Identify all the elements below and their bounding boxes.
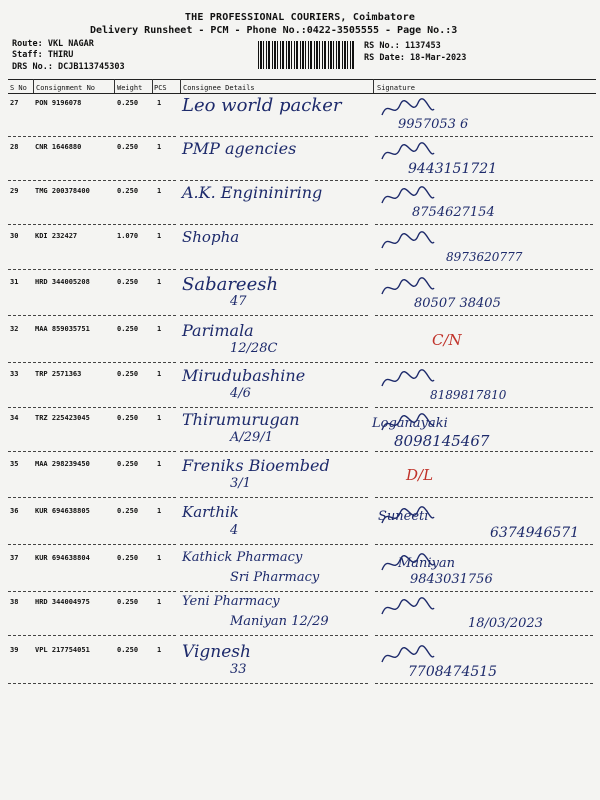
row-separator bbox=[8, 362, 176, 363]
row-separator bbox=[8, 407, 176, 408]
row-separator bbox=[375, 362, 593, 363]
row-signature-phone: 8189817810 bbox=[430, 388, 507, 402]
row-consignee-detail: A/29/1 bbox=[230, 430, 273, 445]
row-separator bbox=[180, 315, 368, 316]
row-separator bbox=[375, 451, 593, 452]
signature-scribble bbox=[378, 276, 438, 300]
signature-scribble bbox=[378, 368, 438, 392]
row-consignee-name: Kathick Pharmacy bbox=[182, 550, 303, 565]
row-signature-phone: 8973620777 bbox=[446, 250, 523, 264]
row-pcs: 1 bbox=[157, 143, 162, 151]
signature-scribble bbox=[378, 412, 438, 436]
col-header-consignee: Consignee Details bbox=[183, 84, 255, 92]
row-sno: 31 bbox=[10, 278, 19, 286]
signature-scribble bbox=[378, 644, 438, 668]
row-consignee-name: Leo world packer bbox=[182, 95, 342, 116]
row-weight: 0.250 bbox=[117, 598, 139, 606]
row-consignee-detail: 33 bbox=[230, 662, 247, 677]
row-separator bbox=[375, 224, 593, 225]
row-signature-phone: 9957053 6 bbox=[398, 117, 469, 132]
row-separator bbox=[180, 544, 368, 545]
row-consignee-detail: Sri Pharmacy bbox=[230, 570, 320, 585]
signature-scribble bbox=[378, 97, 438, 121]
row-pcs: 1 bbox=[157, 99, 162, 107]
row-pcs: 1 bbox=[157, 646, 162, 654]
row-pcs: 1 bbox=[157, 325, 162, 333]
col-divider bbox=[373, 79, 374, 93]
row-sno: 38 bbox=[10, 598, 19, 606]
row-separator bbox=[180, 497, 368, 498]
row-weight: 0.250 bbox=[117, 278, 139, 286]
row-separator bbox=[180, 180, 368, 181]
row-consignment-no: MAA 859035751 bbox=[35, 325, 90, 333]
row-signature-phone: 80507 38405 bbox=[414, 296, 501, 311]
row-separator bbox=[375, 635, 593, 636]
row-consignee-detail: 3/1 bbox=[230, 476, 251, 491]
row-separator bbox=[180, 407, 368, 408]
row-consignee-name: Freniks Bioembed bbox=[182, 456, 330, 475]
row-separator bbox=[180, 362, 368, 363]
row-signature-phone: 6374946571 bbox=[490, 525, 580, 541]
row-separator bbox=[8, 136, 176, 137]
company-name: THE PROFESSIONAL COURIERS, Coimbatore bbox=[184, 12, 416, 23]
row-separator bbox=[8, 315, 176, 316]
row-weight: 0.250 bbox=[117, 414, 139, 422]
row-consignee-detail: Maniyan 12/29 bbox=[230, 614, 329, 629]
col-header-sno: S No bbox=[10, 84, 27, 92]
col-divider bbox=[180, 79, 181, 93]
row-separator bbox=[180, 683, 368, 684]
drs-number: DRS No.: DCJB113745303 bbox=[12, 62, 125, 72]
row-consignment-no: TMG 200378400 bbox=[35, 187, 90, 195]
row-sno: 30 bbox=[10, 232, 19, 240]
col-header-pcs: PCS bbox=[154, 84, 167, 92]
row-sno: 29 bbox=[10, 187, 19, 195]
row-weight: 0.250 bbox=[117, 507, 139, 515]
row-consignee-name: Thirumurugan bbox=[182, 410, 300, 429]
row-pcs: 1 bbox=[157, 187, 162, 195]
row-consignment-no: KUR 694638805 bbox=[35, 507, 90, 515]
row-sno: 32 bbox=[10, 325, 19, 333]
row-signature-phone: 9443151721 bbox=[408, 161, 498, 177]
row-consignee-detail: 4 bbox=[230, 523, 239, 538]
row-separator bbox=[180, 451, 368, 452]
row-separator bbox=[8, 544, 176, 545]
row-consignee-name: PMP agencies bbox=[182, 139, 297, 158]
row-consignee-detail: 47 bbox=[230, 294, 247, 309]
row-consignee-name: A.K. Engininiring bbox=[182, 183, 323, 202]
row-separator bbox=[8, 591, 176, 592]
row-signature-phone: 7708474515 bbox=[408, 664, 498, 680]
row-consignment-no: TRZ 225423045 bbox=[35, 414, 90, 422]
row-separator bbox=[8, 224, 176, 225]
row-pcs: 1 bbox=[157, 414, 162, 422]
row-weight: 0.250 bbox=[117, 187, 139, 195]
rs-number: RS No.: 1137453 bbox=[364, 41, 441, 51]
row-pcs: 1 bbox=[157, 278, 162, 286]
row-separator bbox=[375, 591, 593, 592]
col-divider bbox=[33, 79, 34, 93]
row-signature-phone: 9843031756 bbox=[410, 572, 493, 587]
row-sno: 34 bbox=[10, 414, 19, 422]
row-separator bbox=[8, 269, 176, 270]
table-header-border bbox=[8, 93, 596, 94]
row-pcs: 1 bbox=[157, 232, 162, 240]
row-consignee-name: Shopha bbox=[182, 228, 240, 246]
row-consignee-name: Parimala bbox=[182, 321, 254, 340]
row-sno: 35 bbox=[10, 460, 19, 468]
row-separator bbox=[375, 136, 593, 137]
row-signature-phone: 8098145467 bbox=[394, 432, 490, 450]
row-weight: 0.250 bbox=[117, 460, 139, 468]
col-header-consignment: Consignment No bbox=[36, 84, 96, 92]
row-pcs: 1 bbox=[157, 554, 162, 562]
row-consignment-no: MAA 298239450 bbox=[35, 460, 90, 468]
row-separator bbox=[180, 269, 368, 270]
row-status-stamp: D/L bbox=[406, 466, 434, 484]
row-consignment-no: KDI 232427 bbox=[35, 232, 78, 240]
staff-label: Staff: THIRU bbox=[12, 50, 74, 60]
row-pcs: 1 bbox=[157, 370, 162, 378]
row-signature-name: Suneeti bbox=[378, 509, 429, 524]
row-weight: 0.250 bbox=[117, 646, 139, 654]
row-consignee-detail: 12/28C bbox=[230, 341, 278, 356]
row-separator bbox=[8, 683, 176, 684]
row-weight: 0.250 bbox=[117, 554, 139, 562]
runsheet-title: Delivery Runsheet - PCM - Phone No.:0422-3505555 - Page No.:3 bbox=[90, 25, 458, 36]
row-consignee-name: Karthik bbox=[182, 503, 239, 521]
row-sno: 28 bbox=[10, 143, 19, 151]
row-separator bbox=[180, 224, 368, 225]
row-consignment-no: HRD 344004975 bbox=[35, 598, 90, 606]
row-separator bbox=[375, 544, 593, 545]
row-signature-name: Maniyan bbox=[398, 556, 456, 571]
rs-date: RS Date: 18-Mar-2023 bbox=[364, 53, 467, 63]
row-separator bbox=[375, 407, 593, 408]
row-consignee-detail: 4/6 bbox=[230, 386, 251, 401]
row-separator bbox=[180, 591, 368, 592]
row-separator bbox=[8, 635, 176, 636]
row-separator bbox=[8, 451, 176, 452]
row-separator bbox=[8, 497, 176, 498]
signature-scribble bbox=[378, 552, 438, 576]
row-status-stamp: C/N bbox=[432, 331, 462, 349]
col-divider bbox=[114, 79, 115, 93]
row-signature-name: Loganayaki bbox=[372, 416, 448, 431]
row-weight: 0.250 bbox=[117, 370, 139, 378]
row-separator bbox=[375, 315, 593, 316]
route-label: Route: VKL NAGAR bbox=[12, 39, 94, 49]
signature-scribble bbox=[378, 230, 438, 254]
row-consignment-no: HRD 344005208 bbox=[35, 278, 90, 286]
signature-scribble bbox=[378, 185, 438, 209]
row-consignee-name: Mirudubashine bbox=[182, 366, 306, 385]
row-weight: 1.070 bbox=[117, 232, 139, 240]
row-consignment-no: PON 9196078 bbox=[35, 99, 82, 107]
row-weight: 0.250 bbox=[117, 99, 139, 107]
row-separator bbox=[8, 180, 176, 181]
row-separator bbox=[375, 683, 593, 684]
row-consignee-name: Vignesh bbox=[182, 642, 251, 662]
table-top-border bbox=[8, 79, 596, 80]
col-header-weight: Weight bbox=[117, 84, 143, 92]
row-separator bbox=[375, 180, 593, 181]
signature-scribble bbox=[378, 596, 438, 620]
row-weight: 0.250 bbox=[117, 325, 139, 333]
row-consignee-name: Yeni Pharmacy bbox=[182, 594, 280, 609]
row-sno: 33 bbox=[10, 370, 19, 378]
row-consignment-no: VPL 217754051 bbox=[35, 646, 90, 654]
row-pcs: 1 bbox=[157, 460, 162, 468]
row-consignment-no: TRP 2571363 bbox=[35, 370, 82, 378]
row-signature-phone: 18/03/2023 bbox=[468, 616, 543, 631]
row-weight: 0.250 bbox=[117, 143, 139, 151]
col-header-signature: Signature bbox=[377, 84, 415, 92]
row-sno: 37 bbox=[10, 554, 19, 562]
row-pcs: 1 bbox=[157, 598, 162, 606]
row-pcs: 1 bbox=[157, 507, 162, 515]
row-separator bbox=[180, 635, 368, 636]
row-separator bbox=[180, 136, 368, 137]
signature-scribble bbox=[378, 141, 438, 165]
col-divider bbox=[152, 79, 153, 93]
row-sno: 27 bbox=[10, 99, 19, 107]
row-consignment-no: KUR 694638804 bbox=[35, 554, 90, 562]
row-signature-phone: 8754627154 bbox=[412, 205, 495, 220]
row-separator bbox=[375, 497, 593, 498]
signature-scribble bbox=[378, 505, 438, 529]
row-sno: 39 bbox=[10, 646, 19, 654]
row-consignee-name: Sabareesh bbox=[182, 274, 279, 295]
row-separator bbox=[375, 269, 593, 270]
barcode bbox=[258, 41, 356, 69]
row-sno: 36 bbox=[10, 507, 19, 515]
row-consignment-no: CNR 1646880 bbox=[35, 143, 82, 151]
